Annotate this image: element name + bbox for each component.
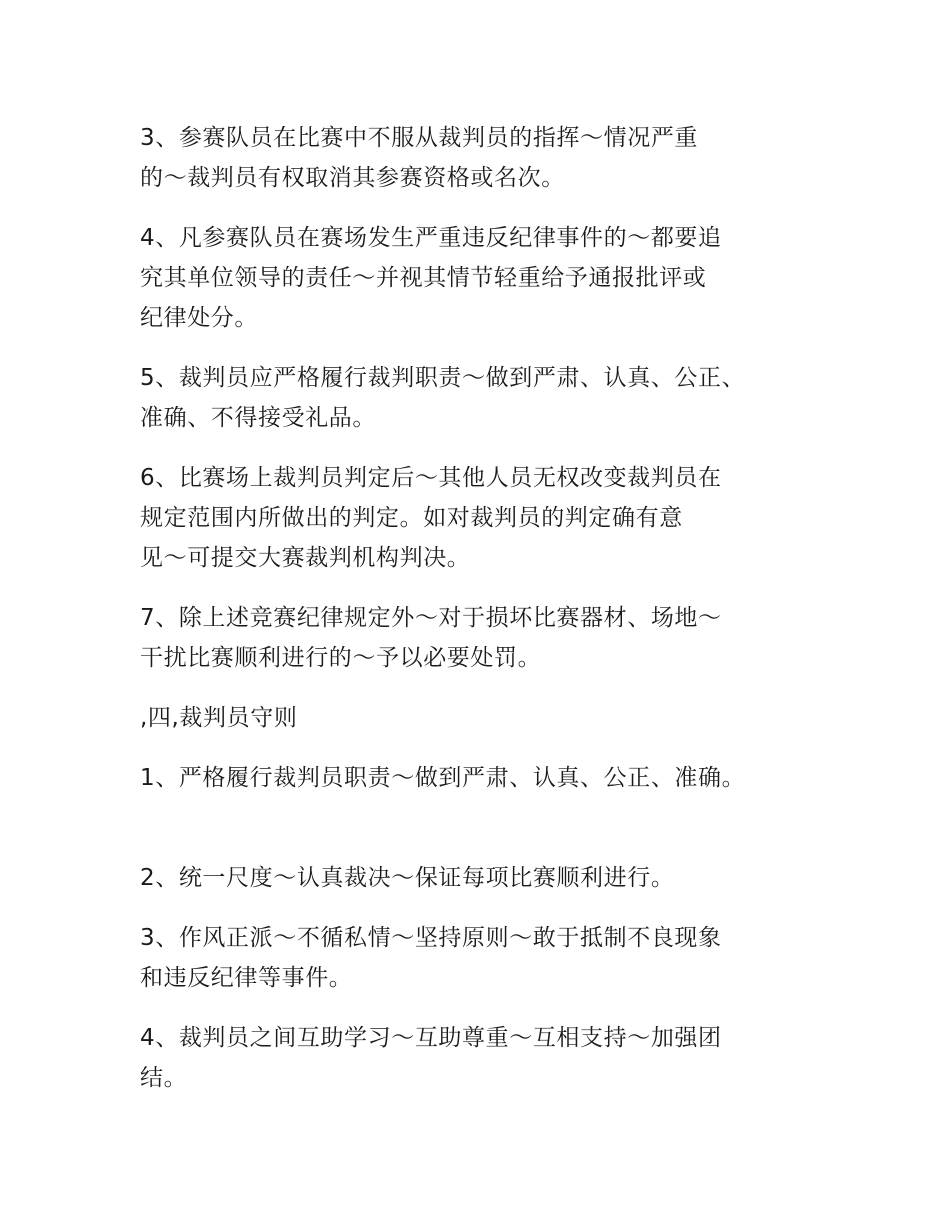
paragraph-rule-3 [140,118,840,198]
text-line: 1、严格履行裁判员职责～做到严肃、认真、公正、准确。 [140,765,746,791]
text-line: 准确、不得接受礼品。 [140,405,376,431]
paragraph-code-2 [140,858,840,898]
text-line: 3、作风正派～不循私情～坚持原则～敢于抵制不良现象 [140,925,722,951]
text-line: 5、裁判员应严格履行裁判职责～做到严肃、认真、公正、 [140,365,746,391]
heading-text: ,四,裁判员守则 [140,705,298,731]
paragraph-rule-7 [140,598,840,678]
text-line: 的～裁判员有权取消其参赛资格或名次。 [140,165,565,191]
text-line: 4、凡参赛队员在赛场发生严重违反纪律事件的～都要追 [140,225,722,251]
text-line: 干扰比赛顺利进行的～予以必要处罚。 [140,645,542,671]
section-heading [140,698,840,738]
paragraph-code-1 [140,758,840,798]
text-line: 结。 [140,1065,188,1091]
text-line: 规定范围内所做出的判定。如对裁判员的判定确有意 [140,505,683,531]
paragraph-code-3 [140,918,840,998]
text-line: 4、裁判员之间互助学习～互助尊重～互相支持～加强团 [140,1025,722,1051]
text-line: 6、比赛场上裁判员判定后～其他人员无权改变裁判员在 [140,465,722,491]
text-line: 2、统一尺度～认真裁决～保证每项比赛顺利进行。 [140,865,675,891]
text-line: 纪律处分。 [140,305,258,331]
paragraph-code-4 [140,1018,840,1098]
text-line: 3、参赛队员在比赛中不服从裁判员的指挥～情况严重 [140,125,699,151]
paragraph-rule-5 [140,358,840,438]
paragraph-rule-4 [140,218,840,338]
text-line: 见～可提交大赛裁判机构判决。 [140,545,471,571]
text-line: 7、除上述竞赛纪律规定外～对于损坏比赛器材、场地～ [140,605,722,631]
paragraph-rule-6 [140,458,840,578]
text-line: 究其单位领导的责任～并视其情节轻重给予通报批评或 [140,265,707,291]
text-line: 和违反纪律等事件。 [140,965,353,991]
